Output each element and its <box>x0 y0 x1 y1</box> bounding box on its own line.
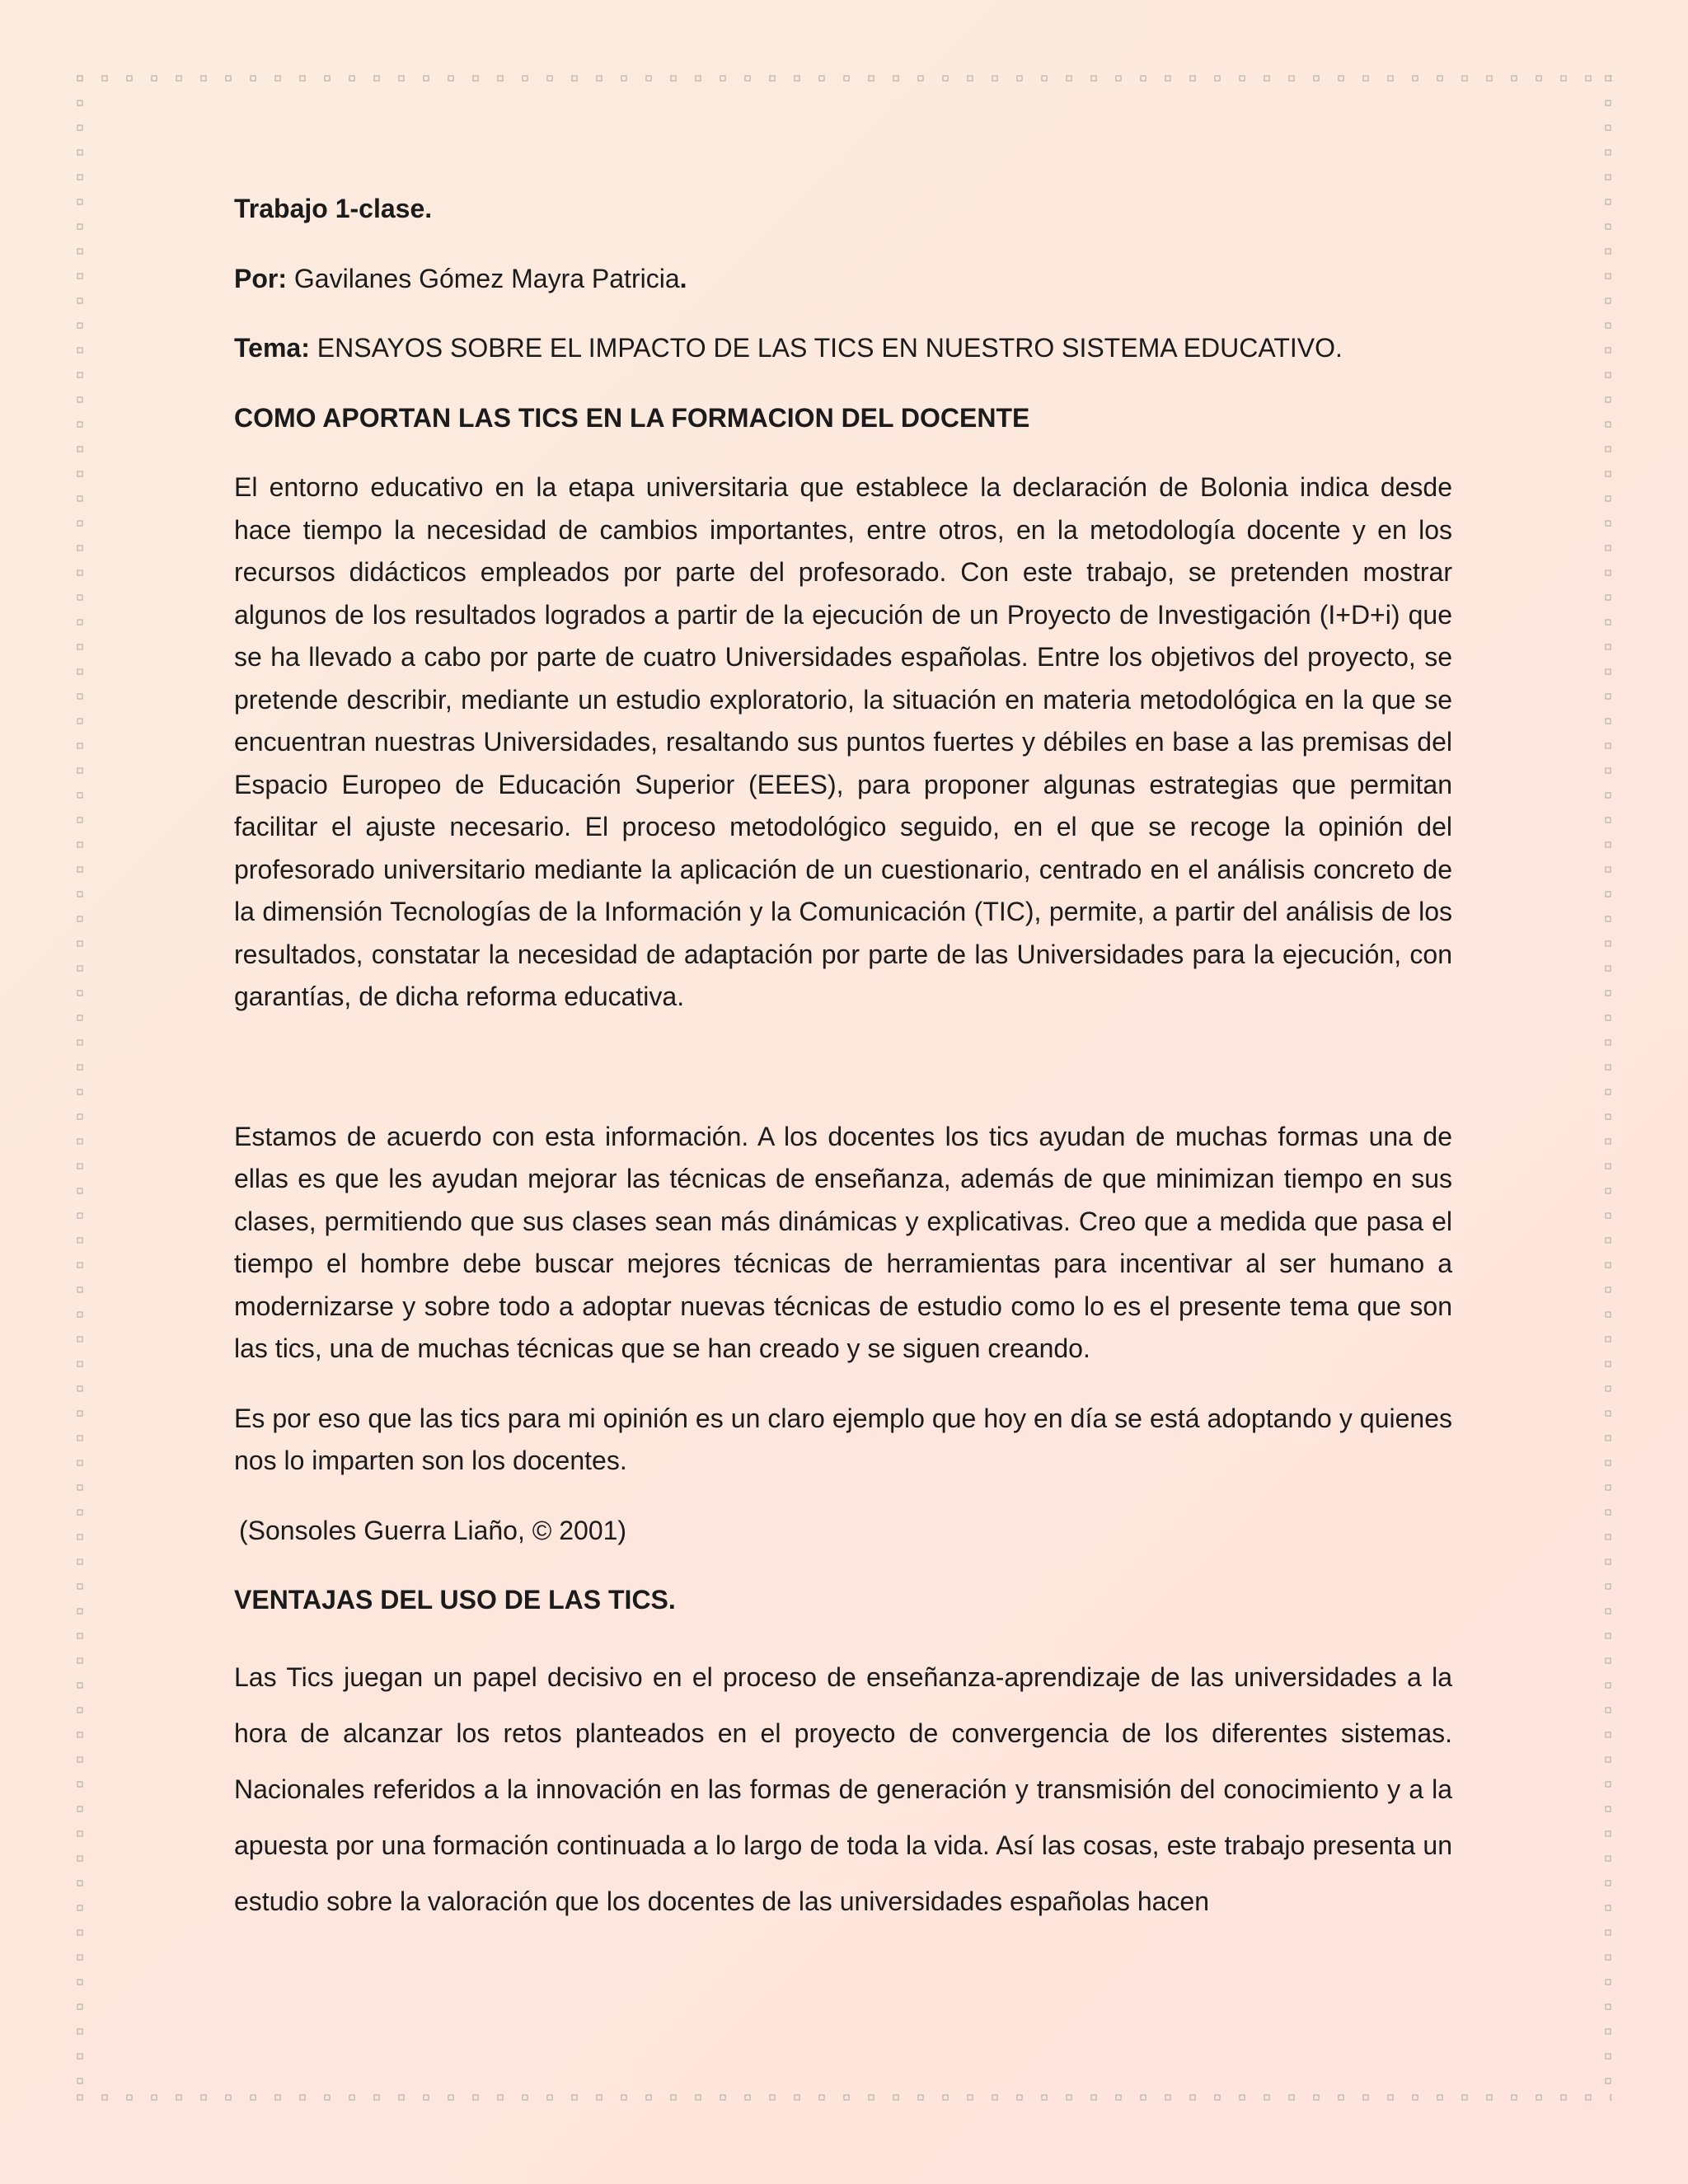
author-label: Por: <box>234 263 287 293</box>
document-body <box>234 188 1452 1957</box>
spacer <box>234 1046 1452 1116</box>
author-name: Gavilanes Gómez Mayra Patricia <box>293 263 680 293</box>
section-heading-ventajas: VENTAJAS DEL USO DE LAS TICS. <box>234 1585 676 1615</box>
citation: (Sonsoles Guerra Liaño, © 2001) <box>239 1515 627 1545</box>
topic-label: Tema: <box>234 333 310 363</box>
paragraph-entorno: El entorno educativo en la etapa universitaria que establece la declaración de Bolonia indica desde hace tiempo la necesidad de cambios importantes, entre otros, en la metodología docente y en los recursos didácticos empleados por parte del profesorado. Con este trabajo, se pretenden mostrar algunos de los resultados logrados a partir de la ejecución de un Proyecto de Investigación (I+D+i) que se ha llevado a cabo por parte de cuatro Universidades españolas. Entre los objetivos del proyecto, se pretende describir, mediante un estudio exploratorio, la situación en materia metodológica en la que se encuentran nuestras Universidades, resaltando sus puntos fuertes y débiles en base a las premisas del Espacio Europeo de Educación Superior (EEES), para proponer algunas estrategias que permitan facilitar el ajuste necesario. El proceso metodológico seguido, en el que se recoge la opinión del profesorado universitario mediante la aplicación de un cuestionario, centrado en el análisis concreto de la dimensión Tecnologías de la Información y la Comunicación (TIC), permite, a partir del análisis de los resultados, constatar la necesidad de adaptación por parte de las Universidades para la ejecución, con garantías, de dicha reforma educativa. <box>234 472 1452 1011</box>
border-bottom <box>76 2093 1612 2102</box>
border-left <box>76 74 84 2102</box>
section-heading-formacion: COMO APORTAN LAS TICS EN LA FORMACION DEL DOCENTE <box>234 402 1030 433</box>
paragraph-opinion: Estamos de acuerdo con esta información. A los docentes los tics ayudan de muchas formas una de ellas es que les ayudan mejorar las técnicas de enseñanza, además de que minimizan tiempo en sus clases, permitiendo que sus clases sean más dinámicas y explicativas. Creo que a medida que pasa el tiempo el hombre debe buscar mejores técnicas de herramientas para incentivar al ser humano a modernizarse y sobre todo a adoptar nuevas técnicas de estudio como lo es el presente tema que son las tics, una de muchas técnicas que se han creado y se siguen creando. <box>234 1121 1452 1363</box>
author-line <box>234 258 1452 301</box>
border-top <box>76 74 1612 82</box>
author-end: . <box>679 263 687 293</box>
paragraph-ventajas: Las Tics juegan un papel decisivo en el proceso de enseñanza-aprendizaje de las universidades a la hora de alcanzar los retos planteados en el proyecto de convergencia de los diferentes sistemas. Nacionales referidos a la innovación en las formas de generación y transmisión del conocimiento y a la apuesta por una formación continuada a lo largo de toda la vida. Así las cosas, este trabajo presenta un estudio sobre la valoración que los docentes de las universidades españolas hacen <box>234 1661 1452 1916</box>
border-right <box>1604 74 1612 2102</box>
topic-line <box>234 327 1452 370</box>
paragraph-conclusion: Es por eso que las tics para mi opinión es un claro ejemplo que hoy en día se está adoptando y quienes nos lo imparten son los docentes. <box>234 1403 1452 1475</box>
topic-text: ENSAYOS SOBRE EL IMPACTO DE LAS TICS EN NUESTRO SISTEMA EDUCATIVO. <box>316 333 1343 363</box>
document-title: Trabajo 1-clase. <box>234 194 433 223</box>
